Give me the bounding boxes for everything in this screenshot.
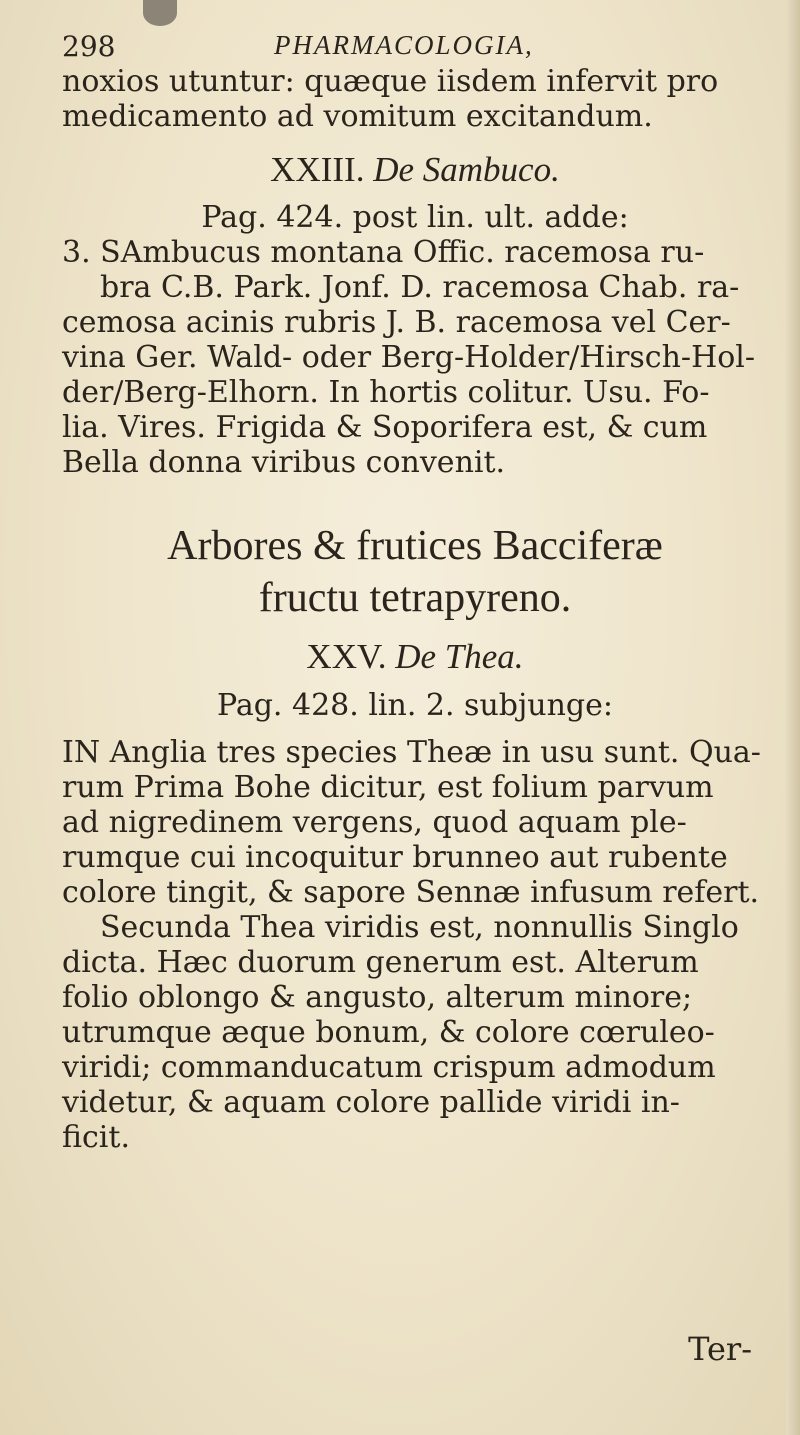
intro-line-2: medicamento ad vomitum excitandum. [62,99,653,134]
section-title-line-1: Arbores & frutices Bacciferæ [167,523,663,569]
thea-line-3: ad nigredinem vergens, quod aquam ple- [62,805,687,840]
thea-line-5: colore tingit, & sapore Sennæ infusum refert. [62,875,760,910]
sambucus-line-5: der/Berg-Elhorn. In hortis colitur. Usu. Fo- [62,375,710,410]
thea-line-4: rumque cui incoquitur brunneo aut rubente [62,840,728,875]
sambucus-line-2: bra C.B. Park. Jonf. D. racemosa Chab. ra- [100,270,740,305]
thea-line-2: rum Prima Bohe dicitur, est folium parvum [62,770,714,805]
thea-line-7: dicta. Hæc duorum generum est. Alterum [62,945,699,980]
thea-line-9: utrumque æque bonum, & colore cœruleo- [62,1015,715,1050]
section-xxiii-title: De Sambuco. [373,150,560,189]
section-xxiii-number: XXIII. [270,150,365,189]
section-xxv-title: De Thea. [395,637,524,676]
sambucus-line-1: 3. SAmbucus montana Offic. racemosa ru- [62,235,705,270]
sambucus-line-3: cemosa acinis rubris J. B. racemosa vel Cer- [62,305,731,340]
text-block [62,64,768,1155]
thea-line-6: Secunda Thea viridis est, nonnullis Singlo [100,910,739,945]
intro-line-1: noxios utuntur: quæque iisdem infervit pro [62,64,719,99]
section-xxv-page-ref: Pag. 428. lin. 2. subjunge: [216,688,613,723]
ink-blot [143,0,177,26]
sambucus-line-4: vina Ger. Wald- oder Berg-Holder/Hirsch-Hol- [62,340,756,375]
sambucus-line-7: Bella donna viribus convenit. [62,445,506,480]
thea-line-12: ficit. [62,1120,130,1155]
page-header [62,30,702,63]
section-xxiii-page-ref: Pag. 424. post lin. ult. adde: [201,200,629,235]
thea-line-10: viridi; commanducatum crispum admodum [62,1050,716,1085]
sambucus-line-6: lia. Vires. Frigida & Soporifera est, & cum [62,410,708,445]
section-xxiii-heading [62,148,768,192]
running-head: PHARMACOLOGIA, [274,30,534,60]
page-edge [786,0,800,1435]
catchword: Ter- [688,1330,752,1368]
thea-line-8: folio oblongo & angusto, alterum minore; [62,980,693,1015]
section-xxv-heading [62,634,768,680]
page-number: 298 [62,30,116,63]
thea-line-1: IN Anglia tres species Theæ in usu sunt. Qua- [62,735,761,770]
thea-line-11: videtur, & aquam colore pallide viridi in- [62,1085,680,1120]
section-title-line-2: fructu tetrapyreno. [258,575,572,621]
section-xxv-number: XXV. [306,637,387,676]
